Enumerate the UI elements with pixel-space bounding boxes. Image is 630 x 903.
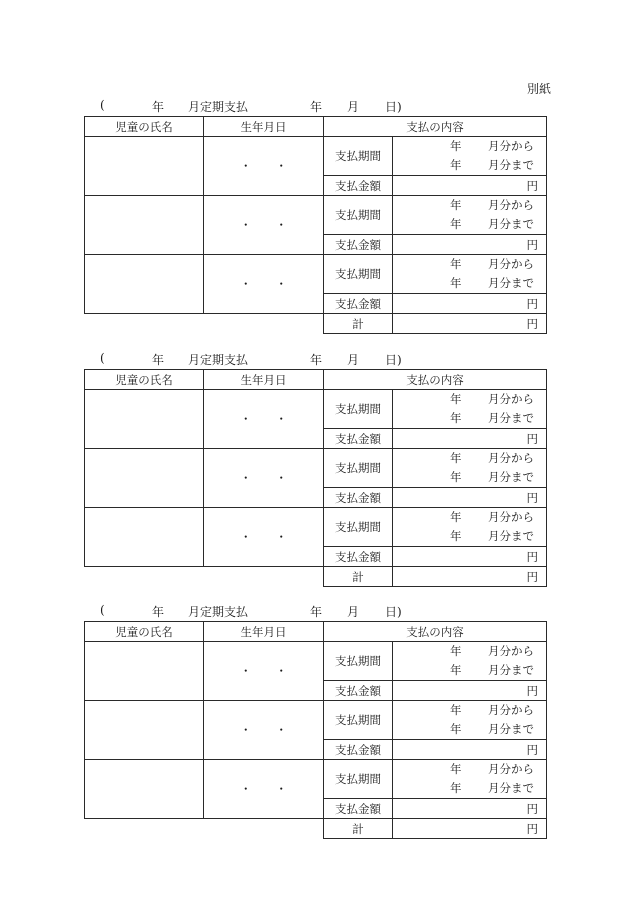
child-name-cell[interactable] [85, 137, 204, 196]
header-year-2: 年 [310, 353, 323, 367]
col-header-name: 児童の氏名 [85, 117, 204, 137]
birthdate-separator: ・ [240, 664, 252, 678]
period-label: 支払期間 [324, 390, 393, 429]
header-month: 月 [347, 100, 360, 114]
payment-date-header [84, 351, 547, 369]
period-year-label: 年 [450, 198, 462, 212]
period-month-label: 月分まで [488, 470, 534, 484]
period-value-cell[interactable] [393, 760, 547, 799]
period-year-label: 年 [450, 217, 462, 231]
total-row [85, 567, 547, 587]
period-month-label: 月分から [488, 703, 534, 717]
period-year-label: 年 [450, 411, 462, 425]
period-to-line [393, 720, 546, 739]
payment-section [84, 98, 547, 334]
child-name-cell[interactable] [85, 449, 204, 508]
header-month-regular: 月定期支払 [188, 353, 249, 367]
child-name-cell[interactable] [85, 760, 204, 819]
period-label: 支払期間 [324, 196, 393, 235]
period-year-label: 年 [450, 722, 462, 736]
birthdate-cell[interactable] [204, 642, 324, 701]
col-header-birthdate: 生年月日 [204, 370, 324, 390]
total-row [85, 314, 547, 334]
period-year-label: 年 [450, 392, 462, 406]
period-label: 支払期間 [324, 255, 393, 294]
header-open-paren: ( [100, 351, 105, 365]
child-name-cell[interactable] [85, 701, 204, 760]
header-year-1: 年 [152, 353, 165, 367]
payment-table [84, 116, 547, 334]
period-year-label: 年 [450, 529, 462, 543]
table-header-row [85, 622, 547, 642]
header-day-close: 日) [385, 605, 402, 619]
total-value-cell[interactable]: 円 [393, 314, 547, 334]
amount-value-cell[interactable]: 円 [393, 235, 547, 255]
period-month-label: 月分まで [488, 781, 534, 795]
child-name-cell[interactable] [85, 642, 204, 701]
col-header-name: 児童の氏名 [85, 622, 204, 642]
birthdate-separator: ・ [275, 218, 287, 232]
period-from-line [393, 137, 546, 156]
header-day-close: 日) [385, 353, 402, 367]
birthdate-separator: ・ [275, 471, 287, 485]
period-month-label: 月分まで [488, 529, 534, 543]
birthdate-cell[interactable] [204, 449, 324, 508]
amount-value-cell[interactable]: 円 [393, 294, 547, 314]
total-spacer [85, 567, 324, 587]
period-from-line [393, 255, 546, 274]
total-label: 計 [324, 567, 393, 587]
total-spacer [85, 314, 324, 334]
period-to-line [393, 274, 546, 293]
birthdate-cell[interactable] [204, 390, 324, 449]
period-to-line [393, 156, 546, 175]
header-year-2: 年 [310, 100, 323, 114]
birthdate-separator: ・ [240, 218, 252, 232]
header-open-paren: ( [100, 603, 105, 617]
header-month: 月 [347, 353, 360, 367]
period-year-label: 年 [450, 663, 462, 677]
col-header-content: 支払の内容 [324, 117, 547, 137]
header-year-1: 年 [152, 605, 165, 619]
period-value-cell[interactable] [393, 449, 547, 488]
period-month-label: 月分まで [488, 158, 534, 172]
period-month-label: 月分から [488, 392, 534, 406]
period-label: 支払期間 [324, 760, 393, 799]
amount-value-cell[interactable]: 円 [393, 681, 547, 701]
period-label: 支払期間 [324, 701, 393, 740]
birthdate-separator: ・ [275, 159, 287, 173]
period-month-label: 月分まで [488, 663, 534, 677]
period-month-label: 月分から [488, 451, 534, 465]
amount-label: 支払金額 [324, 235, 393, 255]
amount-value-cell[interactable]: 円 [393, 799, 547, 819]
amount-value-cell[interactable]: 円 [393, 547, 547, 567]
birthdate-cell[interactable] [204, 701, 324, 760]
period-from-line [393, 760, 546, 779]
header-year-2: 年 [310, 605, 323, 619]
period-year-label: 年 [450, 644, 462, 658]
period-month-label: 月分まで [488, 722, 534, 736]
payment-section [84, 603, 547, 839]
period-month-label: 月分から [488, 257, 534, 271]
period-value-cell[interactable] [393, 508, 547, 547]
period-label: 支払期間 [324, 508, 393, 547]
period-year-label: 年 [450, 158, 462, 172]
period-year-label: 年 [450, 451, 462, 465]
amount-label: 支払金額 [324, 176, 393, 196]
header-month: 月 [347, 605, 360, 619]
period-from-line [393, 196, 546, 215]
amount-value-cell[interactable]: 円 [393, 176, 547, 196]
period-to-line [393, 409, 546, 428]
total-value-cell[interactable]: 円 [393, 819, 547, 839]
birthdate-separator: ・ [240, 471, 252, 485]
period-to-line [393, 527, 546, 546]
child-name-cell[interactable] [85, 508, 204, 567]
col-header-content: 支払の内容 [324, 370, 547, 390]
amount-value-cell[interactable]: 円 [393, 488, 547, 508]
birthdate-cell[interactable] [204, 137, 324, 196]
period-from-line [393, 449, 546, 468]
period-from-line [393, 390, 546, 409]
payment-date-header [84, 603, 547, 621]
birthdate-separator: ・ [275, 277, 287, 291]
period-year-label: 年 [450, 781, 462, 795]
period-year-label: 年 [450, 139, 462, 153]
birthdate-cell[interactable] [204, 760, 324, 819]
amount-value-cell[interactable]: 円 [393, 429, 547, 449]
amount-label: 支払金額 [324, 799, 393, 819]
period-year-label: 年 [450, 276, 462, 290]
col-header-birthdate: 生年月日 [204, 117, 324, 137]
total-value-cell[interactable]: 円 [393, 567, 547, 587]
period-year-label: 年 [450, 470, 462, 484]
period-month-label: 月分まで [488, 276, 534, 290]
period-year-label: 年 [450, 510, 462, 524]
amount-label: 支払金額 [324, 547, 393, 567]
birthdate-separator: ・ [240, 782, 252, 796]
col-header-name: 児童の氏名 [85, 370, 204, 390]
period-label: 支払期間 [324, 137, 393, 176]
period-to-line [393, 661, 546, 680]
child-name-cell[interactable] [85, 255, 204, 314]
amount-label: 支払金額 [324, 294, 393, 314]
amount-label: 支払金額 [324, 740, 393, 760]
amount-label: 支払金額 [324, 488, 393, 508]
birthdate-separator: ・ [240, 530, 252, 544]
period-month-label: 月分から [488, 762, 534, 776]
birthdate-separator: ・ [240, 277, 252, 291]
period-month-label: 月分から [488, 198, 534, 212]
col-header-birthdate: 生年月日 [204, 622, 324, 642]
period-month-label: 月分まで [488, 411, 534, 425]
birthdate-separator: ・ [275, 723, 287, 737]
period-month-label: 月分から [488, 510, 534, 524]
col-header-content: 支払の内容 [324, 622, 547, 642]
birthdate-separator: ・ [275, 664, 287, 678]
period-value-cell[interactable] [393, 196, 547, 235]
period-value-cell[interactable] [393, 642, 547, 681]
total-label: 計 [324, 819, 393, 839]
header-day-close: 日) [385, 100, 402, 114]
birthdate-cell[interactable] [204, 255, 324, 314]
period-month-label: 月分まで [488, 217, 534, 231]
amount-label: 支払金額 [324, 681, 393, 701]
payment-table [84, 621, 547, 839]
birthdate-cell[interactable] [204, 196, 324, 255]
payment-section [84, 351, 547, 587]
appendix-label: 別紙 [527, 82, 552, 96]
period-to-line [393, 468, 546, 487]
payment-table [84, 369, 547, 587]
period-label: 支払期間 [324, 642, 393, 681]
period-value-cell[interactable] [393, 137, 547, 176]
period-year-label: 年 [450, 257, 462, 271]
total-row [85, 819, 547, 839]
table-header-row [85, 370, 547, 390]
total-spacer [85, 819, 324, 839]
header-open-paren: ( [100, 98, 105, 112]
child-name-cell[interactable] [85, 390, 204, 449]
total-label: 計 [324, 314, 393, 334]
header-month-regular: 月定期支払 [188, 605, 249, 619]
period-month-label: 月分から [488, 139, 534, 153]
amount-value-cell[interactable]: 円 [393, 740, 547, 760]
birthdate-separator: ・ [275, 530, 287, 544]
birthdate-separator: ・ [275, 412, 287, 426]
period-value-cell[interactable] [393, 255, 547, 294]
birthdate-separator: ・ [240, 159, 252, 173]
period-label: 支払期間 [324, 449, 393, 488]
payment-date-header [84, 98, 547, 116]
table-header-row [85, 117, 547, 137]
period-to-line [393, 779, 546, 798]
period-value-cell[interactable] [393, 701, 547, 740]
period-value-cell[interactable] [393, 390, 547, 429]
period-to-line [393, 215, 546, 234]
amount-label: 支払金額 [324, 429, 393, 449]
period-from-line [393, 701, 546, 720]
period-month-label: 月分から [488, 644, 534, 658]
header-year-1: 年 [152, 100, 165, 114]
period-from-line [393, 508, 546, 527]
period-from-line [393, 642, 546, 661]
header-month-regular: 月定期支払 [188, 100, 249, 114]
period-year-label: 年 [450, 762, 462, 776]
birthdate-cell[interactable] [204, 508, 324, 567]
child-name-cell[interactable] [85, 196, 204, 255]
period-year-label: 年 [450, 703, 462, 717]
birthdate-separator: ・ [240, 723, 252, 737]
birthdate-separator: ・ [275, 782, 287, 796]
birthdate-separator: ・ [240, 412, 252, 426]
